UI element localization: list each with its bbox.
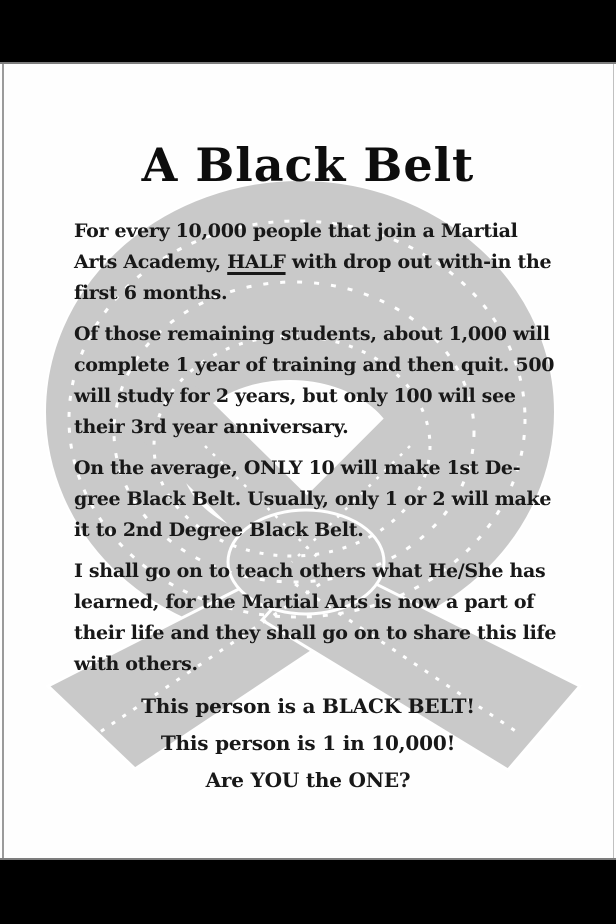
closing-line-black-belt: This person is a BLACK BELT!	[141, 694, 475, 718]
letterbox-bottom-bar	[0, 860, 616, 924]
text-line: it to 2nd Degree Black Belt.	[74, 519, 364, 541]
text-segment: Arts Academy,	[74, 251, 228, 273]
text-line: their life and they shall go on to share this life	[74, 622, 557, 644]
text-line: Of those remaining students, about 1,000 will	[74, 323, 550, 345]
text-line: with others.	[74, 653, 198, 675]
paragraph-3	[74, 453, 616, 546]
text-line: will study for 2 years, but only 100 will see	[74, 385, 516, 407]
text-line: On the average, ONLY 10 will make 1st De-	[74, 457, 521, 479]
closing-line-are-you-the-one: Are YOU the ONE?	[205, 768, 411, 792]
text-line: I shall go on to teach others what He/She has	[74, 560, 546, 582]
text-line: For every 10,000 people that join a Martial	[74, 220, 518, 242]
text-line	[74, 247, 616, 278]
paragraph-2	[74, 319, 616, 443]
underlined-word: HALF	[227, 251, 286, 273]
text-line: gree Black Belt. Usually, only 1 or 2 will make	[74, 488, 552, 510]
scan-edge-line-right	[613, 64, 614, 858]
text-line: first 6 months.	[74, 282, 228, 304]
poster-sheet	[0, 62, 616, 860]
poster-content	[0, 138, 616, 799]
text-line: learned, for the Martial Arts is now a part of	[74, 591, 535, 613]
closing-statements	[0, 688, 616, 799]
letterbox-top-bar	[0, 0, 616, 62]
paragraph-4	[74, 556, 616, 680]
scan-edge-line-left	[2, 64, 4, 858]
text-segment: with drop out with-in the	[285, 251, 552, 273]
text-line: complete 1 year of training and then quit. 500	[74, 354, 555, 376]
poster-title: A Black Belt	[141, 138, 475, 192]
paragraph-1	[74, 216, 616, 309]
text-line: their 3rd year anniversary.	[74, 416, 349, 438]
closing-line-one-in-ten-thousand: This person is 1 in 10,000!	[160, 731, 456, 755]
